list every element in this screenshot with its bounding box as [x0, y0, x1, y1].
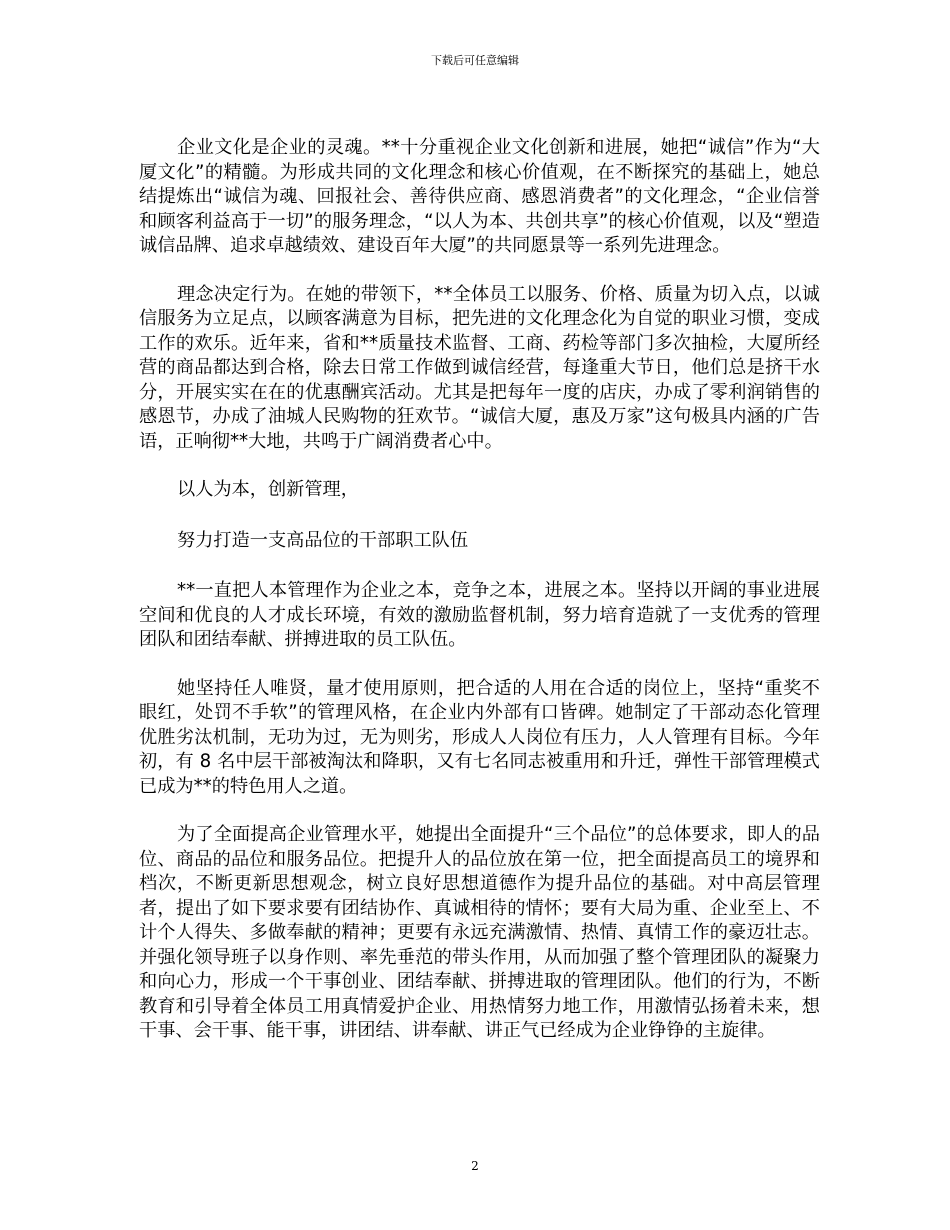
paragraph-three-qualities: 为了全面提高企业管理水平，她提出全面提升“三个品位”的总体要求，即人的品位、商品的品位和服务品位。把提升人的品位放在第一位，把全面提高员工的境界和档次，不断更新思想观念，树立良好思想道德作为提升品位的基础。对中高层管理者，提出了如下要求要有团结协作、真诚相待的情怀；要有大局为重、企业至上、不计个人得失、多做奉献的精神；更要有永远充满激情、热情、真情工作的豪迈壮志。并强化领导班子以身作则、率先垂范的带头作用，从而加强了整个管理团队的凝聚力和向心力，形成一个干事创业、团结奉献、拼搏进取的管理团队。他们的行为，不断教育和引导着全体员工用真情爱护企业、用热情努力地工作，用激情弘扬着未来，想干事、会干事、能干事，讲团结、讲奉献、讲正气已经成为企业铮铮的主旋律。	[139, 824, 820, 1041]
paragraph-human-management: **一直把人本管理作为企业之本，竞争之本，进展之本。坚持以开阔的事业进展空间和优良的人才成长环境，有效的激励监督机制，努力培育造就了一支优秀的管理团队和团结奉献、拼搏进取的员工队伍。	[139, 580, 820, 650]
section-heading-team-building: 努力打造一支高品位的干部职工队伍	[177, 529, 469, 551]
paragraph-merit-appointment: 她坚持任人唯贤，量才使用原则，把合适的人用在合适的岗位上，坚持“重奖不眼红，处罚不手软”的管理风格，在企业内外部有口皆碑。她制定了干部动态化管理优胜劣汰机制，无功为过，无为则劣，形成人人岗位有压力，人人管理有目标。今年初，有 8 名中层干部被淘汰和降职，又有七名同志被重用和升迁，弹性干部管理模式已成为**的特色用人之道。	[139, 677, 820, 797]
document-body	[139, 136, 820, 1068]
page-header-note: 下载后可任意编辑	[431, 54, 519, 67]
paragraph-philosophy-behavior: 理念决定行为。在她的带领下，**全体员工以服务、价格、质量为切入点，以诚信服务为立足点，以顾客满意为目标，把先进的文化理念化为自觉的职业习惯，变成工作的欢乐。近年来，省和**质量技术监督、工商、药检等部门多次抽检，大厦所经营的商品都达到合格，除去日常工作做到诚信经营，每逢重大节日，他们总是挤干水分，开展实实在在的优惠酬宾活动。尤其是把每年一度的店庆，办成了零利润销售的感恩节，办成了油城人民购物的狂欢节。“诚信大厦，惠及万家”这句极具内涵的广告语，正响彻**大地，共鸣于广阔消费者心中。	[139, 283, 820, 452]
paragraph-corporate-culture: 企业文化是企业的灵魂。**十分重视企业文化创新和进展，她把“诚信”作为“大厦文化”的精髓。为形成共同的文化理念和核心价值观，在不断探究的基础上，她总结提炼出“诚信为魂、回报社会、善待供应商、感恩消费者”的文化理念，“企业信誉和顾客利益高于一切”的服务理念，“以人为本、共创共享”的核心价值观，以及“塑造诚信品牌、追求卓越绩效、建设百年大厦”的共同愿景等一系列先进理念。	[139, 137, 820, 256]
section-heading-people-oriented: 以人为本，创新管理，	[177, 479, 359, 500]
page-number: 2	[471, 1159, 479, 1173]
